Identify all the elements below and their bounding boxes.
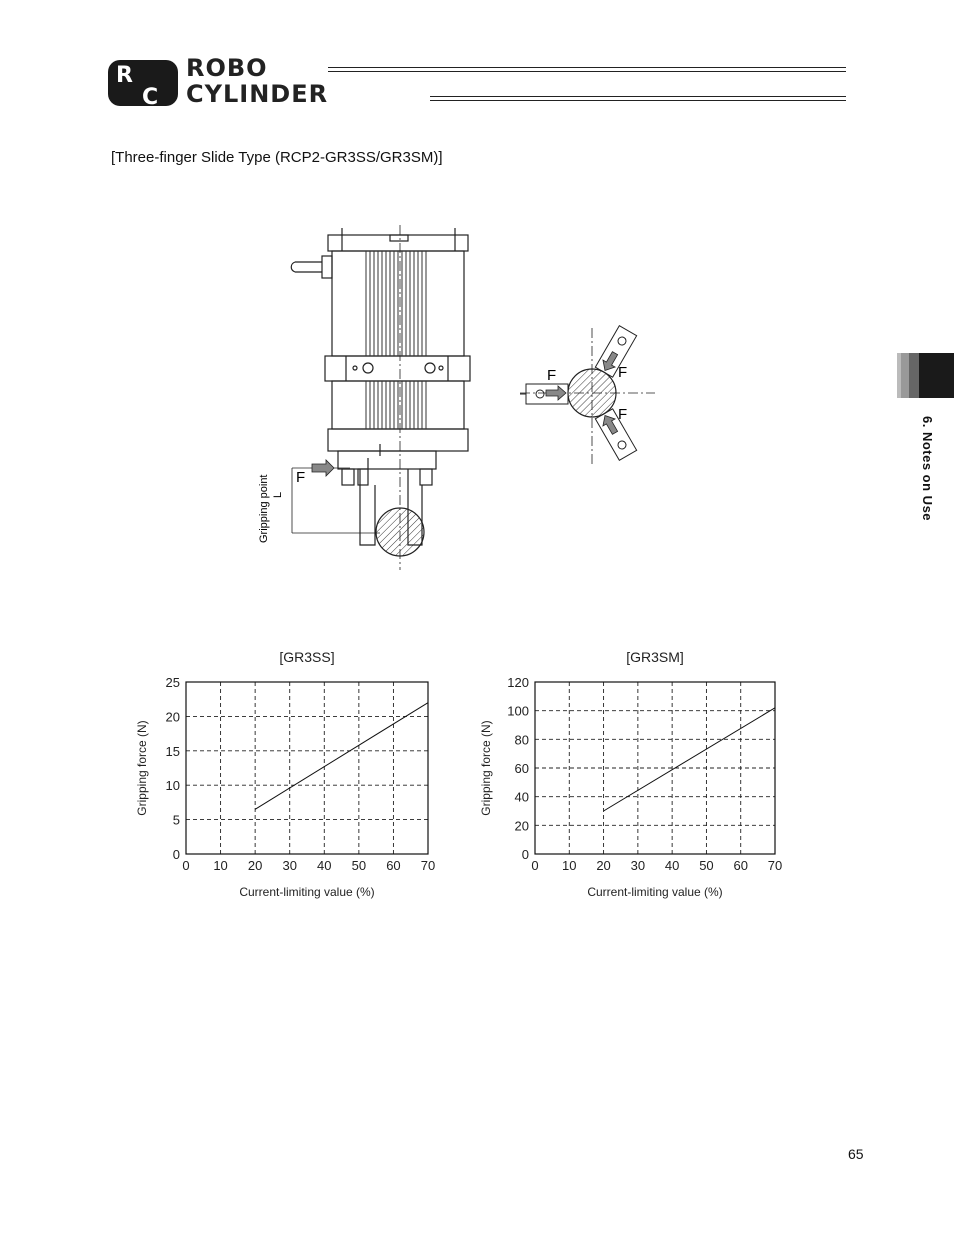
x-axis-label: Current-limiting value (%) [239, 885, 375, 899]
top-force-label-left: F [547, 367, 557, 384]
y-tick-label: 120 [507, 675, 529, 690]
gr3sm-force-chart [475, 640, 805, 905]
section-title: [Three-finger Slide Type (RCP2-GR3SS/GR3SM)] [111, 149, 443, 166]
gr3ss-force-chart [130, 640, 450, 905]
header-rule-top-2 [328, 71, 846, 72]
x-tick-label: 20 [247, 858, 263, 873]
page-number: 65 [848, 1146, 864, 1162]
header-rule-top-1 [328, 67, 846, 68]
x-tick-label: 10 [562, 858, 577, 873]
x-tick-label: 40 [317, 858, 332, 873]
y-tick-label: 40 [514, 789, 529, 805]
x-tick-label: 10 [213, 858, 228, 873]
y-tick-label: 5 [172, 812, 180, 828]
rc-logo-mark [106, 58, 184, 108]
robo-cylinder-logo [106, 54, 426, 108]
side-force-label: F [296, 469, 306, 486]
x-tick-label: 70 [420, 858, 436, 873]
y-tick-label: 0 [172, 847, 180, 862]
force-line [255, 703, 428, 810]
y-tick-label: 25 [165, 675, 180, 690]
gripper-technical-drawing [250, 220, 670, 575]
y-tick-label: 60 [514, 761, 529, 776]
logo-robo-text: ROBO [186, 54, 268, 82]
chapter-tab-marker [897, 353, 954, 398]
x-tick-label: 60 [733, 858, 748, 873]
header-rule-bottom-1 [430, 96, 846, 97]
top-force-label-lower: F [618, 406, 628, 423]
x-axis-label: Current-limiting value (%) [587, 885, 723, 899]
length-label: L [272, 491, 284, 498]
x-tick-label: 0 [182, 858, 190, 873]
x-tick-label: 0 [531, 858, 539, 873]
y-tick-label: 10 [165, 778, 180, 794]
x-tick-label: 50 [351, 858, 367, 873]
x-tick-label: 60 [386, 858, 401, 873]
x-tick-label: 30 [282, 858, 297, 873]
x-tick-label: 50 [699, 858, 714, 873]
header-rule-bottom-2 [430, 100, 846, 101]
svg-text:C: C [142, 85, 159, 108]
x-tick-label: 40 [664, 858, 680, 873]
y-tick-label: 20 [165, 709, 180, 725]
y-tick-label: 15 [165, 743, 180, 759]
y-tick-label: 20 [514, 818, 529, 834]
y-tick-label: 100 [507, 703, 529, 719]
x-tick-label: 30 [630, 858, 646, 873]
force-line [604, 708, 775, 811]
y-axis-label: Gripping force (N) [479, 720, 493, 816]
x-tick-label: 20 [596, 858, 611, 873]
y-axis-label: Gripping force (N) [135, 720, 149, 816]
chapter-tab-label: 6. Notes on Use [920, 416, 935, 522]
x-tick-label: 70 [767, 858, 783, 873]
y-tick-label: 0 [521, 847, 529, 862]
logo-cylinder-text: CYLINDER [186, 80, 329, 108]
plot-frame [186, 682, 428, 854]
gripping-point-label: Gripping point [258, 474, 270, 543]
top-force-label-upper: F [618, 364, 628, 381]
y-tick-label: 80 [514, 732, 529, 748]
chart-title: [GR3SS] [279, 649, 335, 665]
chart-title: [GR3SM] [626, 649, 684, 665]
svg-text:R: R [116, 63, 133, 88]
